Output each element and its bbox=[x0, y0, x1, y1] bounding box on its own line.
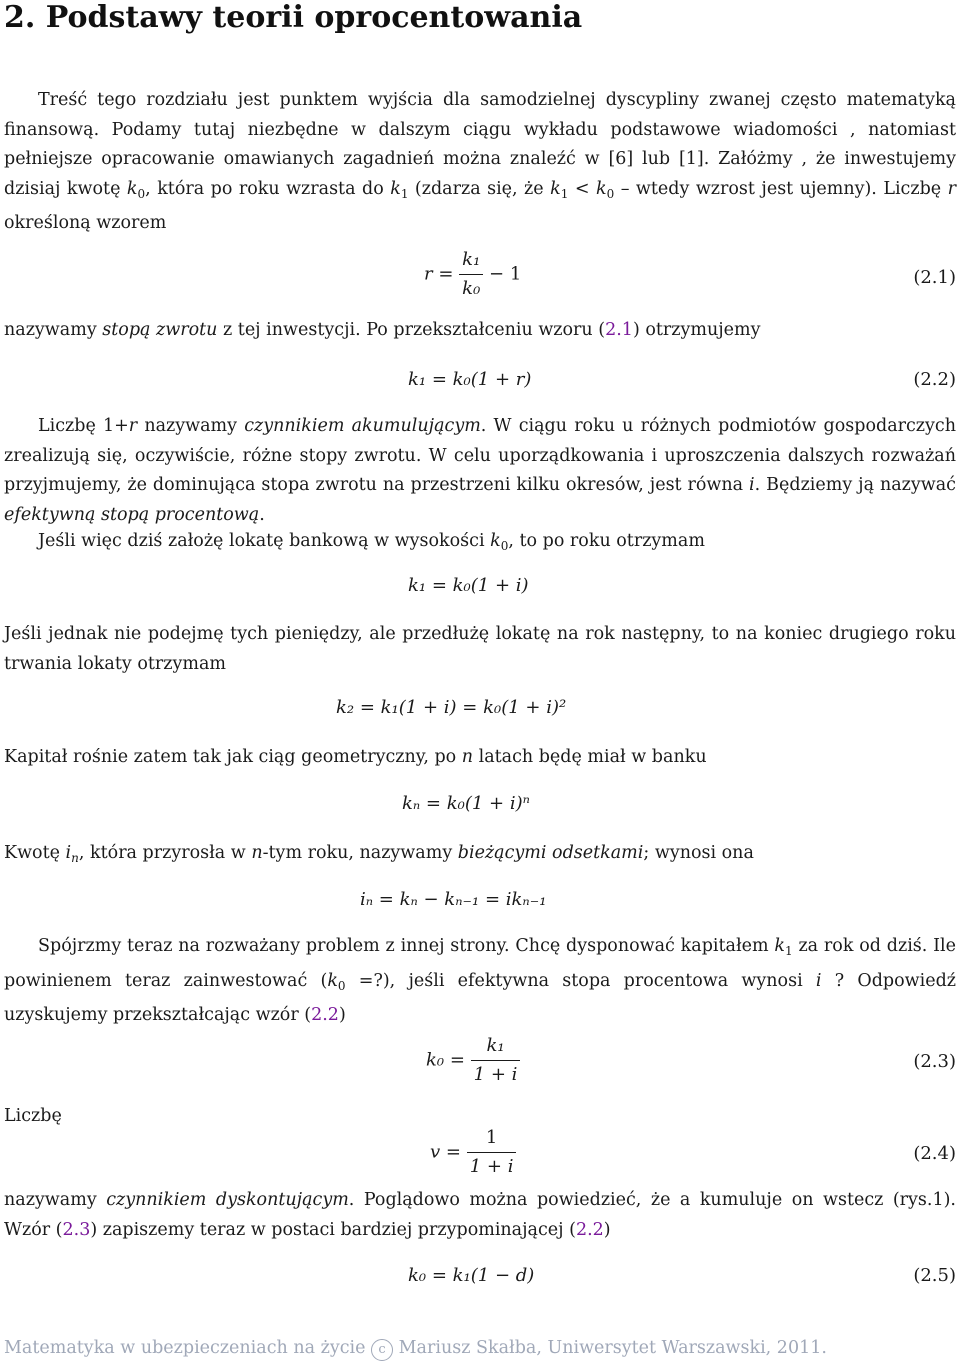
paragraph-liczbe: Liczbę bbox=[4, 1106, 62, 1126]
paragraph-czynnik-dyskontujacy: nazywamy czynnikiem dyskontującym. Poglądowo można powiedzieć, że a kumuluje on wstecz (rys.1). Wzór (2.3) zapiszemy teraz w postaci bardziej przypominającej (2.2) bbox=[4, 1190, 956, 1240]
paragraph-odsetki: Kwotę $i_n$, która przyrosła w n-tym roku, nazywamy bieżącymi odsetkami; wynosi ona bbox=[4, 843, 754, 865]
equation-reference[interactable]: 2.2 bbox=[311, 1005, 339, 1025]
equation-2-1: r = $\frac{\text{k₁}}{\text{k₀}}$ − 1 (2.1) bbox=[0, 246, 960, 310]
equation-label: (2.4) bbox=[913, 1143, 956, 1164]
equation-reference[interactable]: 2.3 bbox=[62, 1219, 91, 1240]
fraction: $\frac{1}{1 + i}$ bbox=[467, 1124, 517, 1181]
paragraph-stopa-zwrotu: nazywamy stopą zwrotu z tej inwestycji. Po przekształceniu wzoru (2.1) otrzymujemy bbox=[4, 320, 761, 340]
page-footer: Matematyka w ubezpieczeniach na życie c Mariusz Skałba, Uniwersytet Warszawski, 2011. bbox=[4, 1338, 827, 1361]
section-number: 2. bbox=[4, 0, 36, 35]
equation-2-3: k₀ = $\frac{\text{k₁}}{1 + i}$ (2.3) bbox=[0, 1032, 960, 1096]
section-title bbox=[4, 0, 582, 38]
equation-label: (2.3) bbox=[913, 1051, 956, 1072]
copyright-icon: c bbox=[371, 1339, 393, 1361]
fraction: $\frac{\text{k₁}}{1 + i}$ bbox=[471, 1032, 521, 1089]
equation-label: (2.1) bbox=[913, 267, 956, 288]
equation-2-4: v = $\frac{1}{1 + i}$ (2.4) bbox=[0, 1124, 960, 1188]
equation-label: (2.5) bbox=[913, 1265, 956, 1286]
equation-reference[interactable]: 2.1 bbox=[605, 320, 633, 340]
document-page: 2. Podstawy teorii oprocentowania Treść tego rozdziału jest punktem wyjścia dla samodzielnej dyscypliny zwanej często matematyką finansową. Podamy tutaj niezbędne w dalszym ciągu wykładu podstawowe wiadomości , natomiast pełniejsze opracowanie omawianych zagadnień można znaleźć w [6] lub [1]. Załóżmy , że inwestujemy dzisiaj kwotę $k_0$, która po roku wzrasta do $k_1$ (zdarza się, że $k_1 < k_0$ – wtedy wzrost jest ujemny). Liczbę r określoną wzorem r = $\frac{\text{k₁}}{\text{k₀}}$ − 1 (2.1) nazywamy stopą zwrotu z tej inwestycji. Po przekształceniu wzoru (2.1) otrzymujemy k₁ = k₀(1 + r) (2.2) Liczbę 1+r nazywamy czynnikiem akumulującym. W ciągu roku u różnych podmiotów gospodarczych zrealizują się, oczywiście, różne stopy zwrotu. W celu uporządkowania i uproszczenia dalszych rozważań przyjmujemy, że dominująca stopa zwrotu na przestrzeni kilku okresów, jest równa i. Będziemy ją nazywać efektywną stopą procentową. Jeśli więc dziś założę lokatę bankową w wysokości $k_0$, to po roku otrzymam k₁ = k₀(1 + i) Jeśli jednak nie podejmę tych pieniędzy, ale przedłużę lokatę na rok następny, to na koniec drugiego roku trwania lokaty otrzymam k₂ = k₁(1 + i) = k₀(1 + i)² Kapitał rośnie zatem tak jak ciąg geometryczny, po n latach będę miał w banku kₙ = k₀(1 + i)ⁿ Kwotę $i_n$, która przyrosła w n-tym roku, nazywamy bieżącymi odsetkami; wynosi ona iₙ = kₙ − kₙ₋₁ = ikₙ₋₁ Spójrzmy teraz na rozważany problem z innej strony. Chcę dysponować kapitałem $k_1$ za rok od dziś. Ile powinienem teraz zainwestować ($k_0$ =?), jeśli efektywna stopa procentowa wynosi i ? Odpowiedź uzyskujemy przekształcając wzór (2.2) k₀ = $\frac{\text{k₁}}{1 + i}$ (2.3) Liczbę v = $\frac{1}{1 + i}$ (2.4) nazywamy czynnikiem dyskontującym. Poglądowo można powiedzieć, że a kumuluje on wstecz (rys.1). Wzór (2.3) zapiszemy teraz w postaci bardziej przypominającej (2.2) k₀ = k₁(1 − d) (2.5) Matematyka w ubezpieczeniach na życie c Mariusz Skałba, Uniwersytet Warszawski, 2011. bbox=[0, 0, 960, 1367]
paragraph-dyskonto: Spójrzmy teraz na rozważany problem z innej strony. Chcę dysponować kapitałem $k_1$ za rok od dziś. Ile powinienem teraz zainwestować ($k_0$ =?), jeśli efektywna stopa procentowa wynosi i ? Odpowiedź uzyskujemy przekształcając wzór (2.2) bbox=[4, 936, 957, 1025]
paragraph-czynnik-akumulujacy: Liczbę 1+r nazywamy czynnikiem akumulującym. W ciągu roku u różnych podmiotów gospodarczych zrealizują się, oczywiście, różne stopy zwrotu. W celu uporządkowania i uproszczenia dalszych rozważań przyjmujemy, że dominująca stopa zwrotu na przestrzeni kilku okresów, jest równa i. Będziemy ją nazywać efektywną stopą procentową. bbox=[4, 416, 956, 525]
paragraph-lokata: Jeśli więc dziś założę lokatę bankową w wysokości $k_0$, to po roku otrzymam bbox=[38, 531, 705, 553]
equation-label: (2.2) bbox=[913, 369, 956, 390]
equation-reference[interactable]: 2.2 bbox=[575, 1219, 604, 1240]
paragraph-ciag-geometryczny: Kapitał rośnie zatem tak jak ciąg geometryczny, po n latach będę miał w banku bbox=[4, 747, 707, 767]
paragraph-intro: Treść tego rozdziału jest punktem wyjścia dla samodzielnej dyscypliny zwanej często matematyką finansową. Podamy tutaj niezbędne w dalszym ciągu wykładu podstawowe wiadomości , natomiast pełniejsze opracowanie omawianych zagadnień można znaleźć w [6] lub [1]. Załóżmy , że inwestujemy dzisiaj kwotę $k_0$, która po roku wzrasta do $k_1$ (zdarza się, że $k_1 < k_0$ – wtedy wzrost jest ujemny). Liczbę r określoną wzorem bbox=[4, 90, 956, 233]
paragraph-drugi-rok: Jeśli jednak nie podejmę tych pieniędzy, ale przedłużę lokatę na rok następny, to na koniec drugiego roku trwania lokaty otrzymam bbox=[4, 624, 956, 674]
section-title-text: Podstawy teorii oprocentowania bbox=[45, 0, 583, 35]
fraction: $\frac{\text{k₁}}{\text{k₀}}$ bbox=[459, 246, 483, 303]
